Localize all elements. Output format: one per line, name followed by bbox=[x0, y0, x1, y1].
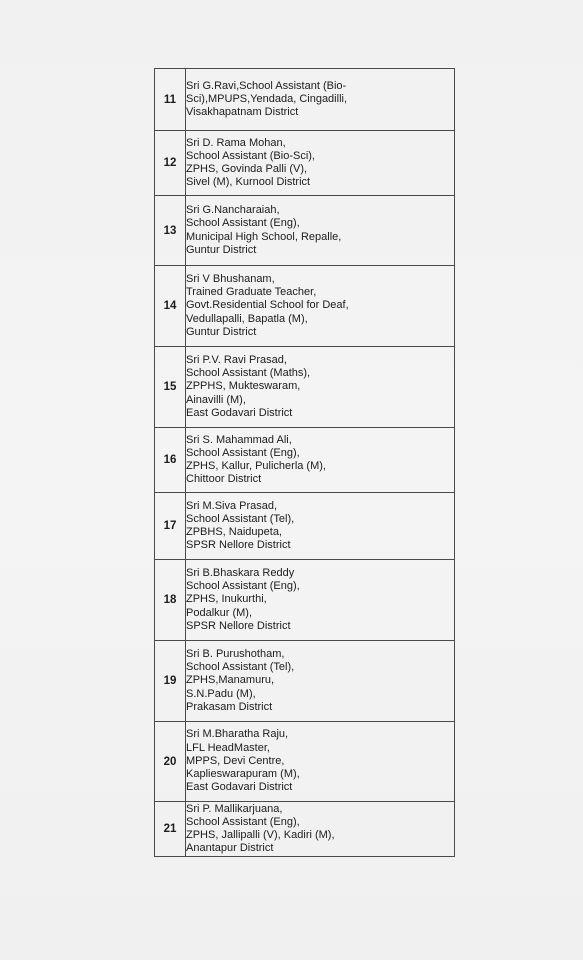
awardee-details-cell bbox=[186, 493, 455, 560]
detail-line: School Assistant (Eng), bbox=[186, 580, 300, 593]
detail-line: Sri B. Purushotham, bbox=[186, 647, 285, 660]
detail-line: MPPS, Devi Centre, bbox=[186, 754, 285, 767]
detail-line: School Assistant (Tel), bbox=[186, 661, 295, 674]
detail-line: East Godavari District bbox=[186, 406, 293, 419]
serial-number-cell: 14 bbox=[155, 266, 186, 347]
awardee-details-cell bbox=[186, 428, 455, 493]
awardee-details-cell bbox=[186, 722, 455, 802]
awardee-details-cell bbox=[186, 560, 455, 641]
table-row bbox=[155, 641, 455, 722]
detail-line: Municipal High School, Repalle, bbox=[186, 230, 342, 243]
detail-line: Guntur District bbox=[186, 243, 257, 256]
detail-line: School Assistant (Eng), bbox=[186, 217, 300, 230]
table-row bbox=[155, 196, 455, 266]
detail-line: Trained Graduate Teacher, bbox=[186, 286, 317, 299]
table-row bbox=[155, 493, 455, 560]
detail-line: ZPHS, Govinda Palli (V), bbox=[186, 163, 308, 175]
detail-line: Govt.Residential School for Deaf, bbox=[186, 299, 349, 312]
detail-line: Vedullapalli, Bapatla (M), bbox=[186, 312, 308, 325]
awardee-table-body bbox=[155, 69, 455, 857]
detail-line: Ainavilli (M), bbox=[186, 393, 246, 406]
detail-line: Podalkur (M), bbox=[186, 606, 253, 619]
serial-number-cell: 17 bbox=[155, 493, 186, 560]
detail-line: School Assistant (Maths), bbox=[186, 367, 311, 380]
detail-line: Anantapur District bbox=[186, 842, 274, 855]
detail-line: Visakhapatnam District bbox=[186, 106, 299, 119]
awardee-details-cell bbox=[186, 131, 455, 196]
table-row bbox=[155, 266, 455, 347]
detail-line: Prakasam District bbox=[186, 700, 273, 713]
detail-line: Sri V Bhushanam, bbox=[186, 272, 275, 285]
detail-line: LFL HeadMaster, bbox=[186, 741, 270, 754]
detail-line: Sri M.Siva Prasad, bbox=[186, 499, 278, 512]
detail-line: School Assistant (Bio-Sci), bbox=[186, 149, 315, 162]
awardee-details-cell bbox=[186, 69, 455, 131]
serial-number-cell: 11 bbox=[155, 69, 186, 131]
serial-number-cell: 18 bbox=[155, 560, 186, 641]
detail-line: ZPHS, Inukurthi, bbox=[186, 593, 267, 606]
awardee-table bbox=[154, 68, 455, 857]
table-row bbox=[155, 722, 455, 802]
serial-number-cell: 19 bbox=[155, 641, 186, 722]
serial-number-cell: 15 bbox=[155, 347, 186, 428]
detail-line: SPSR Nellore District bbox=[186, 619, 291, 632]
detail-line: School Assistant (Eng), bbox=[186, 815, 300, 828]
detail-line: Sri G.Ravi,School Assistant (Bio- bbox=[186, 79, 347, 92]
table-row bbox=[155, 69, 455, 131]
detail-line: Sci),MPUPS,Yendada, Cingadilli, bbox=[186, 92, 348, 105]
detail-line: Kaplieswarapuram (M), bbox=[186, 768, 300, 781]
detail-line: Sivel (M), Kurnool District bbox=[186, 176, 311, 189]
detail-line: School Assistant (Eng), bbox=[186, 446, 300, 459]
detail-line: Sri P. Mallikarjuana, bbox=[186, 802, 283, 815]
awardee-details-cell bbox=[186, 641, 455, 722]
detail-line: ZPBHS, Naidupeta, bbox=[186, 526, 282, 538]
serial-number-cell: 13 bbox=[155, 196, 186, 266]
detail-line: S.N.Padu (M), bbox=[186, 687, 256, 700]
detail-line: School Assistant (Tel), bbox=[186, 512, 295, 525]
table-row bbox=[155, 131, 455, 196]
awardee-details-cell bbox=[186, 266, 455, 347]
serial-number-cell: 20 bbox=[155, 722, 186, 802]
detail-line: East Godavari District bbox=[186, 781, 293, 794]
awardee-details-cell bbox=[186, 802, 455, 857]
detail-line: SPSR Nellore District bbox=[186, 539, 291, 552]
detail-line: ZPHS, Kallur, Pulicherla (M), bbox=[186, 460, 326, 472]
detail-line: Sri P.V. Ravi Prasad, bbox=[186, 353, 287, 366]
table-row bbox=[155, 802, 455, 857]
serial-number-cell: 21 bbox=[155, 802, 186, 857]
detail-line: Sri M.Bharatha Raju, bbox=[186, 728, 289, 741]
detail-line: Sri D. Rama Mohan, bbox=[186, 136, 286, 149]
detail-line: Sri S. Mahammad Ali, bbox=[186, 433, 292, 446]
table-row bbox=[155, 428, 455, 493]
detail-line: Chittoor District bbox=[186, 473, 262, 486]
table-row bbox=[155, 347, 455, 428]
awardee-details-cell bbox=[186, 196, 455, 266]
detail-line: Sri G.Nancharaiah, bbox=[186, 204, 280, 217]
table-row bbox=[155, 560, 455, 641]
detail-line: ZPHS,Manamuru, bbox=[186, 674, 275, 687]
detail-line: ZPHS, Jallipalli (V), Kadiri (M), bbox=[186, 829, 335, 841]
detail-line: Guntur District bbox=[186, 325, 257, 338]
awardee-details-cell bbox=[186, 347, 455, 428]
serial-number-cell: 16 bbox=[155, 428, 186, 493]
detail-line: ZPPHS, Mukteswaram, bbox=[186, 380, 301, 393]
serial-number-cell: 12 bbox=[155, 131, 186, 196]
detail-line: Sri B.Bhaskara Reddy bbox=[186, 566, 295, 579]
